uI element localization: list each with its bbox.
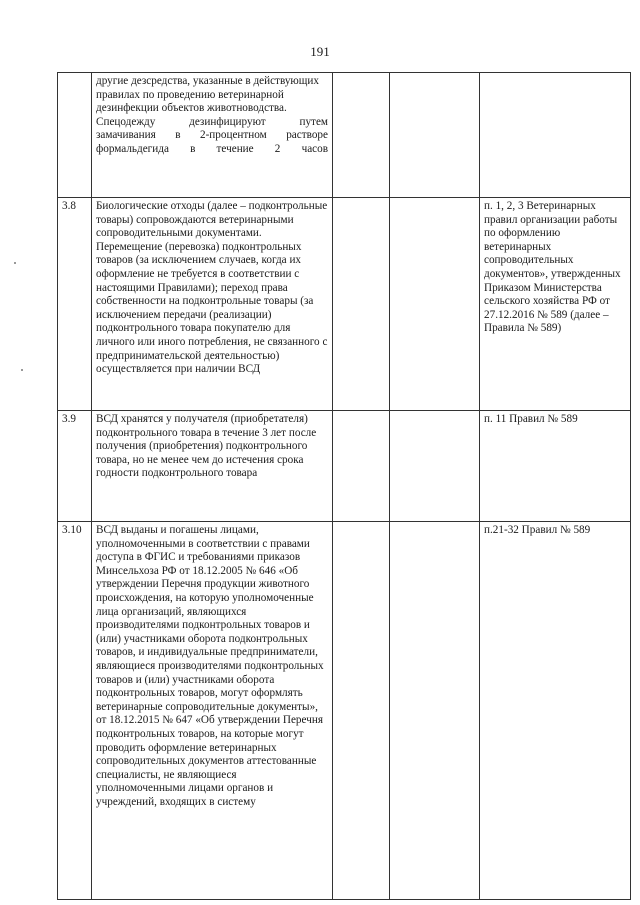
page-number: 191 — [310, 44, 330, 59]
empty-cell — [333, 411, 390, 522]
reference-cell: п. 1, 2, 3 Ветеринарных правил организации работы по оформлению ветеринарных сопроводительных документов», утвержденных Приказом Министерства сельского хозяйства РФ от 27.12.2016 № 589 (далее – Правила № 589) — [480, 198, 631, 411]
empty-cell — [390, 411, 480, 522]
empty-cell — [333, 198, 390, 411]
item-number-cell: 3.9 — [58, 411, 92, 522]
empty-cell — [390, 73, 480, 198]
table-row — [58, 411, 631, 522]
table-row — [58, 73, 631, 198]
scan-speck — [14, 262, 16, 264]
item-number-cell — [58, 73, 92, 198]
requirement-cell — [92, 411, 333, 522]
scan-speck — [21, 369, 23, 371]
requirement-cell — [92, 198, 333, 411]
requirement-paragraph: ВСД выданы и погашены лицами, уполномоченными в соответствии с правами доступа в ФГИС и требованиями приказов Минсельхоза РФ от 18.12.2005 № 646 «Об утверждении Перечня продукции животного происхождения, на которую уполномоченные лица организаций, являющихся производителями подконтрольных товаров и (или) участниками оборота подконтрольных товаров, и индивидуальные предприниматели, являющиеся производителями подконтрольных товаров и (или) участниками оборота подконтрольных товаров, могут оформлять ветеринарные сопроводительные документы», от 18.12.2015 № 647 «Об утверждении Перечня подконтрольных товаров, на которые могут проводить оформление ветеринарных сопроводительных документов аттестованные специалисты, не являющиеся уполномоченными лицами органов и учреждений, входящих в систему — [96, 524, 324, 808]
requirement-cell — [92, 522, 333, 900]
reference-cell: п.21-32 Правил № 589 — [480, 522, 631, 900]
requirement-paragraph: другие дезсредства, указанные в действующих правилах по проведению ветеринарной дезинфекции объектов животноводства. — [96, 75, 319, 115]
table-row — [58, 522, 631, 900]
requirement-paragraph: Биологические отходы (далее – подконтрольные товары) сопровождаются ветеринарными сопроводительными документами. Перемещение (перевозка) подконтрольных товаров (за исключением случаев, когда их оформление не требуется в соответствии с настоящими Правилами); переход права собственности на подконтрольные товары (за исключением передачи (реализации) подконтрольного товара покупателю для личного или иного потребления, не связанного с предпринимательской деятельностью) осуществляется при наличии ВСД — [96, 200, 328, 376]
reference-cell — [480, 73, 631, 198]
empty-cell — [390, 198, 480, 411]
empty-cell — [333, 73, 390, 198]
reference-cell: п. 11 Правил № 589 — [480, 411, 631, 522]
item-number-cell: 3.8 — [58, 198, 92, 411]
requirement-cell — [92, 73, 333, 198]
empty-cell — [333, 522, 390, 900]
requirements-table — [57, 72, 631, 900]
item-number-cell: 3.10 — [58, 522, 92, 900]
requirement-paragraph: ВСД хранятся у получателя (приобретателя) подконтрольного товара в течение 3 лет после получения (приобретения) подконтрольного товара, но не менее чем до истечения срока годности подконтрольного товара — [96, 413, 317, 480]
table-row — [58, 198, 631, 411]
requirement-paragraph: Спецодежду дезинфицируют путем замачивания в 2-процентном растворе формальдегида в течение 2 часов — [96, 115, 328, 155]
empty-cell — [390, 522, 480, 900]
